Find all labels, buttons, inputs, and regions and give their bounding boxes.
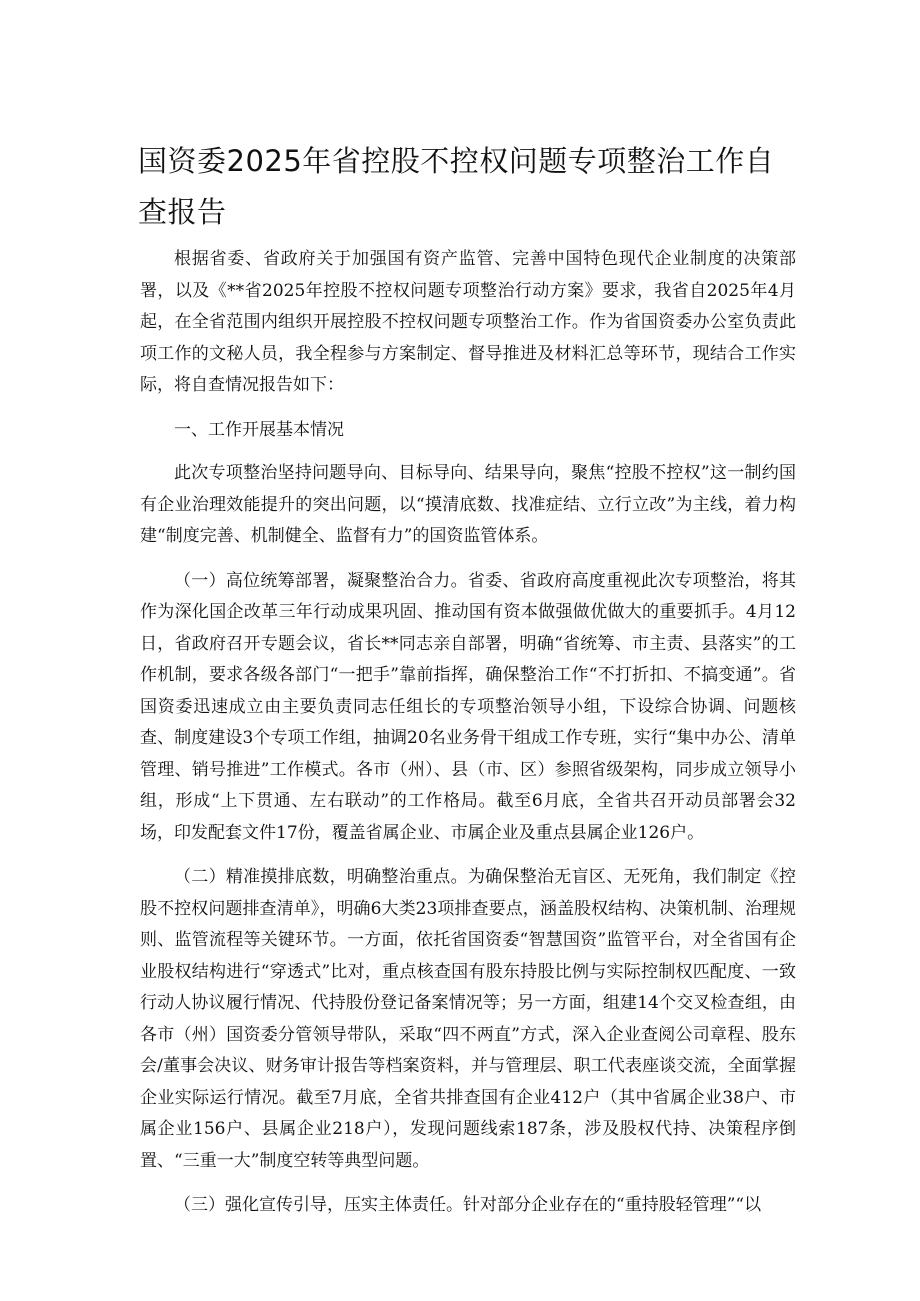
document-title: 国资委2025年省控股不控权问题专项整治工作自查报告 (138, 144, 775, 229)
section-heading: 一、工作开展基本情况 (174, 419, 344, 440)
subsection-2-paragraph: （二）精准摸排底数，明确整治重点。为确保整治无盲区、无死角，我们制定《控股不控权问题排查清单》，明确6大类23项排查要点，涵盖股权结构、决策机制、治理规则、监管流程等关键环节。一方面，依托省国资委“智慧国资”监管平台，对全省国有企业股权结构进行“穿透式”比对，重点核查国有股东持股比例与实际控制权匹配度、一致行动人协议履行情况、代持股份登记备案情况等；另一方面，组建14个交叉检查组，由各市（州）国资委分管领导带队，采取“四不两直”方式，深入企业查阅公司章程、股东会/董事会决议、财务审计报告等档案资料，并与管理层、职工代表座谈交流，全面掌握企业实际运行情况。截至7月底，全省共排查国有企业412户（其中省属企业38户、市属企业156户、县属企业218户），发现问题线索187条，涉及股权代持、决策程序倒置、“三重一大”制度空转等典型问题。 (140, 867, 796, 1171)
subsection-3-paragraph: （三）强化宣传引导，压实主体责任。针对部分企业存在的“重持股轻管理”“以 (174, 1195, 762, 1215)
intro-paragraph: 根据省委、省政府关于加强国有资产监管、完善中国特色现代企业制度的决策部署，以及《**省2025年控股不控权问题专项整治行动方案》要求，我省自2025年4月起，在全省范围内组织开展控股不控权问题专项整治工作。作为省国资委办公室负责此项工作的文秘人员，我全程参与方案制定、督导推进及材料汇总等环节，现结合工作实际，将自查情况报告如下： (140, 249, 796, 395)
overview-paragraph: 此次专项整治坚持问题导向、目标导向、结果导向，聚焦“控股不控权”这一制约国有企业治理效能提升的突出问题，以“摸清底数、找准症结、立行立改”为主线，着力构建“制度完善、机制健全、监督有力”的国资监管体系。 (140, 463, 796, 546)
subsection-1-paragraph: （一）高位统筹部署，凝聚整治合力。省委、省政府高度重视此次专项整治，将其作为深化国企改革三年行动成果巩固、推动国有资本做强做优做大的重要抓手。4月12日，省政府召开专题会议，省长**同志亲自部署，明确“省统筹、市主责、县落实”的工作机制，要求各级各部门“一把手”靠前指挥，确保整治工作“不打折扣、不搞变通”。省国资委迅速成立由主要负责同志任组长的专项整治领导小组，下设综合协调、问题核查、制度建设3个专项工作组，抽调20名业务骨干组成工作专班，实行“集中办公、清单管理、销号推进”工作模式。各市（州）、县（市、区）参照省级架构，同步成立领导小组，形成“上下贯通、左右联动”的工作格局。截至6月底，全省共召开动员部署会32场，印发配套文件17份，覆盖省属企业、市属企业及重点县属企业126户。 (140, 570, 796, 843)
document-body (140, 244, 796, 1235)
